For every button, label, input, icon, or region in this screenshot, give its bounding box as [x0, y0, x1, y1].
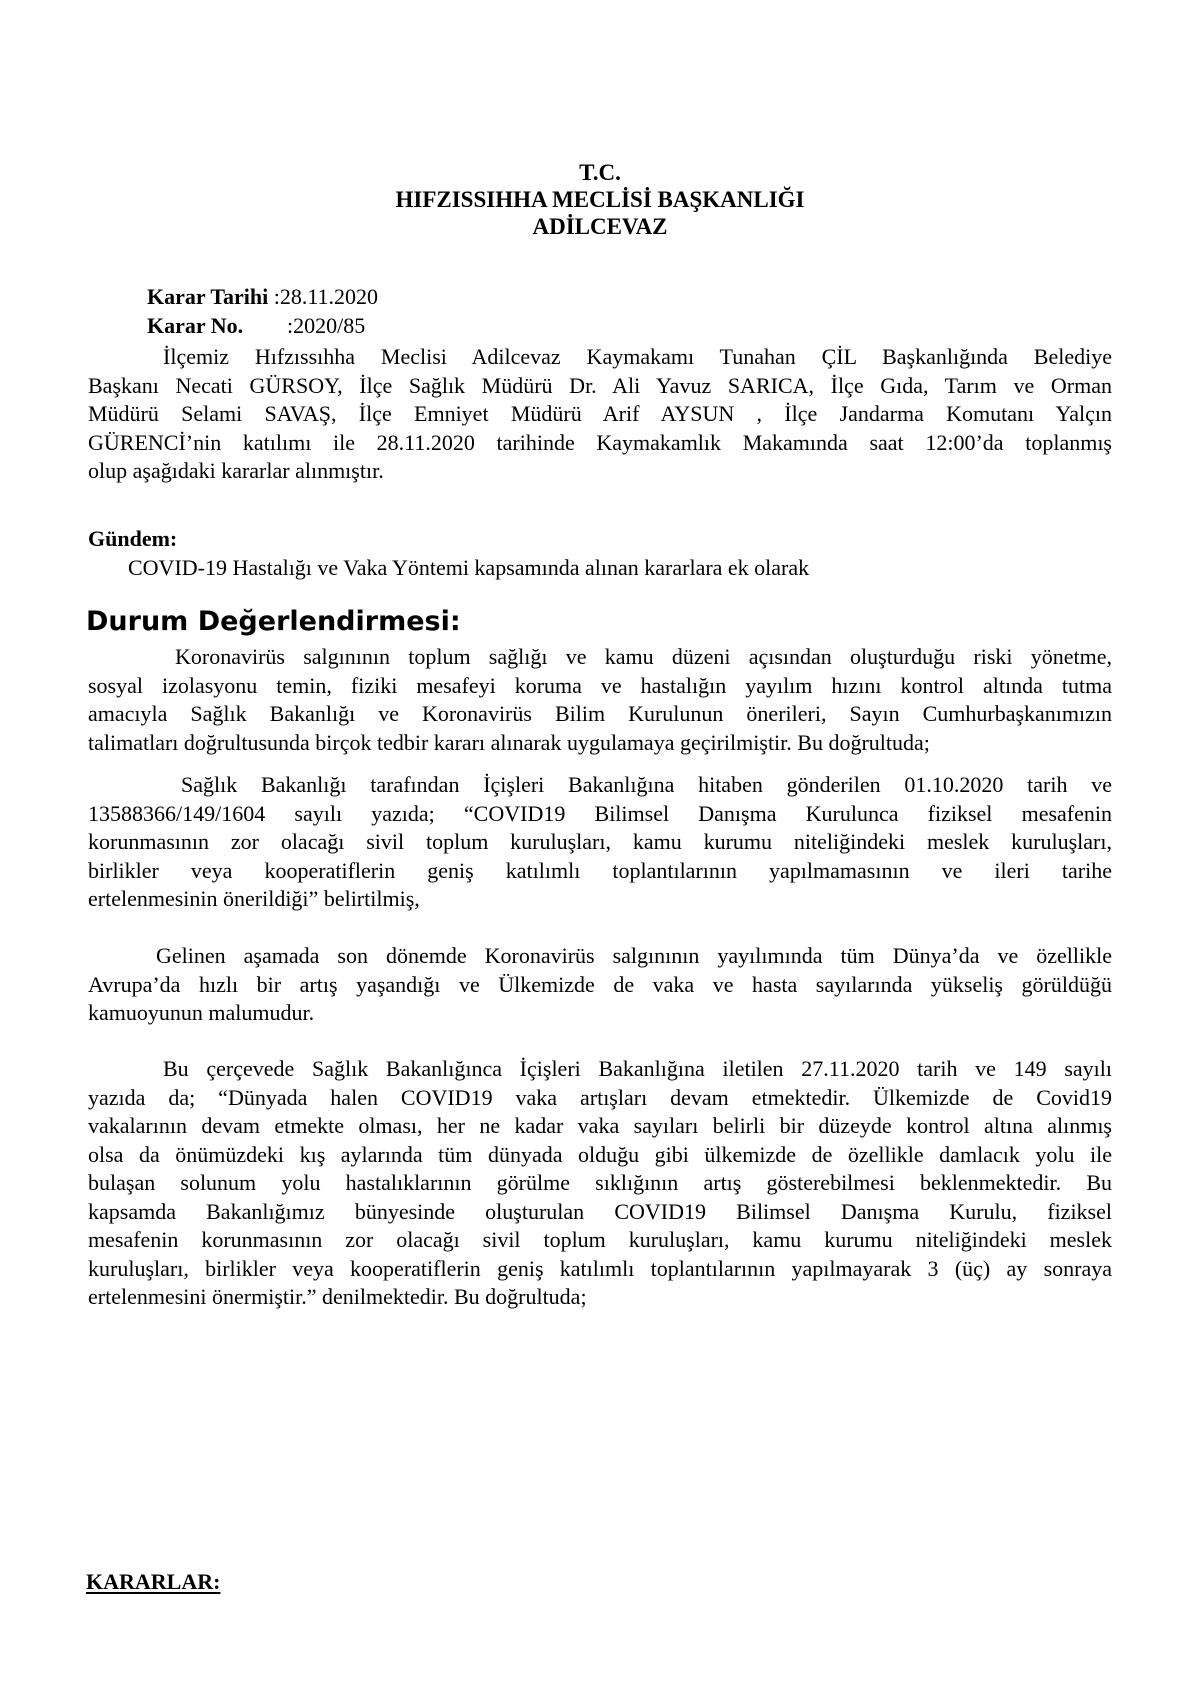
paragraph-line: Koronavirüs salgınının toplum sağlığı ve kamu düzeni açısından oluşturduğu riski yönetme, — [175, 644, 1112, 669]
paragraph-line: yazıda da; “Dünyada halen COVID19 vaka artışları devam etmektedir. Ülkemizde de Covid19 — [88, 1084, 1112, 1110]
assessment-paragraph-2 — [88, 771, 1112, 914]
paragraph-line: Gelinen aşamada son dönemde Koronavirüs salgınının yayılımında tüm Dünya’da ve özellikle — [156, 943, 1112, 968]
assessment-paragraph-1 — [88, 643, 1112, 757]
decision-date-value: :28.11.2020 — [273, 284, 379, 309]
paragraph-line: kamuoyunun malumudur. — [88, 1000, 315, 1025]
paragraph-line: Bu çerçevede Sağlık Bakanlığınca İçişleri Bakanlığına iletilen 27.11.2020 tarih ve 149 sayılı — [163, 1056, 1112, 1081]
assessment-paragraph-4 — [88, 1055, 1112, 1312]
decisions-heading: KARARLAR: — [86, 1569, 221, 1594]
decision-date-label: Karar Tarihi — [147, 284, 269, 309]
decision-no-value: :2020/85 — [287, 313, 366, 338]
paragraph-line: mesafenin korunmasının zor olacağı sivil toplum kuruluşları, kamu kurumu niteliğindeki meslek — [88, 1227, 1112, 1252]
header-institution: HIFZISSIHHA MECLİSİ BAŞKANLIĞI — [395, 187, 805, 212]
paragraph-line: birlikler veya kooperatiflerin geniş katılımlı toplantılarının yapılmamasının ve ileri tarihe — [88, 857, 1112, 883]
agenda-heading: Gündem: — [88, 526, 178, 551]
decision-no-label: Karar No. — [147, 313, 244, 338]
paragraph-line: ertelenmesini önermiştir.” denilmektedir. Bu doğrultuda; — [88, 1284, 587, 1309]
paragraph-line: 13588366/149/1604 sayılı yazıda; “COVID19 Bilimsel Danışma Kurulunca fiziksel mesafenin — [88, 800, 1112, 826]
intro-line: Başkanı Necati GÜRSOY, İlçe Sağlık Müdürü Dr. Ali Yavuz SARICA, İlçe Gıda, Tarım ve Orman — [88, 372, 1112, 398]
intro-line: Müdürü Selami SAVAŞ, İlçe Emniyet Müdürü Arif AYSUN , İlçe Jandarma Komutanı Yalçın — [88, 401, 1112, 426]
paragraph-line: bulaşan solunum yolu hastalıklarının görülme sıklığının artış gösterebilmesi beklenmektedir. Bu — [88, 1170, 1112, 1195]
agenda-text: COVID-19 Hastalığı ve Vaka Yöntemi kapsamında alınan kararlara ek olarak — [128, 555, 810, 580]
paragraph-line: kuruluşları, birlikler veya kooperatiflerin geniş katılımlı toplantılarının yapılmayarak 3 (üç) ay sonraya — [88, 1255, 1112, 1281]
paragraph-line: Avrupa’da hızlı bir artış yaşandığı ve Ülkemizde de vaka ve hasta sayılarında yükseliş görüldüğü — [88, 971, 1112, 997]
paragraph-line: olsa da önümüzdeki kış aylarında tüm dünyada olduğu gibi ülkemizde de özellikle damlacık yolu ile — [88, 1141, 1112, 1167]
intro-line: İlçemiz Hıfzıssıhha Meclisi Adilcevaz Kaymakamı Tunahan ÇİL Başkanlığında Belediye — [163, 344, 1112, 369]
paragraph-line: amacıyla Sağlık Bakanlığı ve Koronavirüs Bilim Kurulunun önerileri, Sayın Cumhurbaşkanımızın — [88, 701, 1112, 726]
intro-paragraph — [88, 343, 1112, 486]
assessment-heading: Durum Değerlendirmesi: — [86, 606, 461, 637]
paragraph-line: korunmasının zor olacağı sivil toplum kuruluşları, kamu kurumu niteliğindeki meslek kuruluşları, — [88, 829, 1112, 854]
decision-date-row — [147, 283, 378, 312]
intro-line: GÜRENCİ’nin katılımı ile 28.11.2020 tarihinde Kaymakamlık Makamında saat 12:00’da toplanmış — [88, 429, 1112, 455]
intro-line: olup aşağıdaki kararlar alınmıştır. — [88, 458, 384, 483]
assessment-paragraph-3 — [88, 942, 1112, 1028]
paragraph-line: vakalarının devam etmekte olması, her ne kadar vaka sayıları belirli bir düzeyde kontrol altına alınmış — [88, 1113, 1112, 1138]
paragraph-line: Sağlık Bakanlığı tarafından İçişleri Bakanlığına hitaben gönderilen 01.10.2020 tarih ve — [181, 772, 1112, 797]
paragraph-line: talimatları doğrultusunda birçok tedbir kararı alınarak uygulamaya geçirilmiştir. Bu doğrultuda; — [88, 729, 930, 755]
header-tc: T.C. — [579, 160, 621, 185]
decision-no-row — [147, 312, 365, 341]
paragraph-line: ertelenmesinin önerildiği” belirtilmiş, — [88, 886, 420, 911]
paragraph-line: sosyal izolasyonu temin, fiziki mesafeyi koruma ve hastalığın yayılım hızını kontrol altında tutma — [88, 672, 1112, 698]
paragraph-line: kapsamda Bakanlığımız bünyesinde oluşturulan COVID19 Bilimsel Danışma Kurulu, fiziksel — [88, 1198, 1112, 1224]
header-district: ADİLCEVAZ — [532, 214, 668, 239]
